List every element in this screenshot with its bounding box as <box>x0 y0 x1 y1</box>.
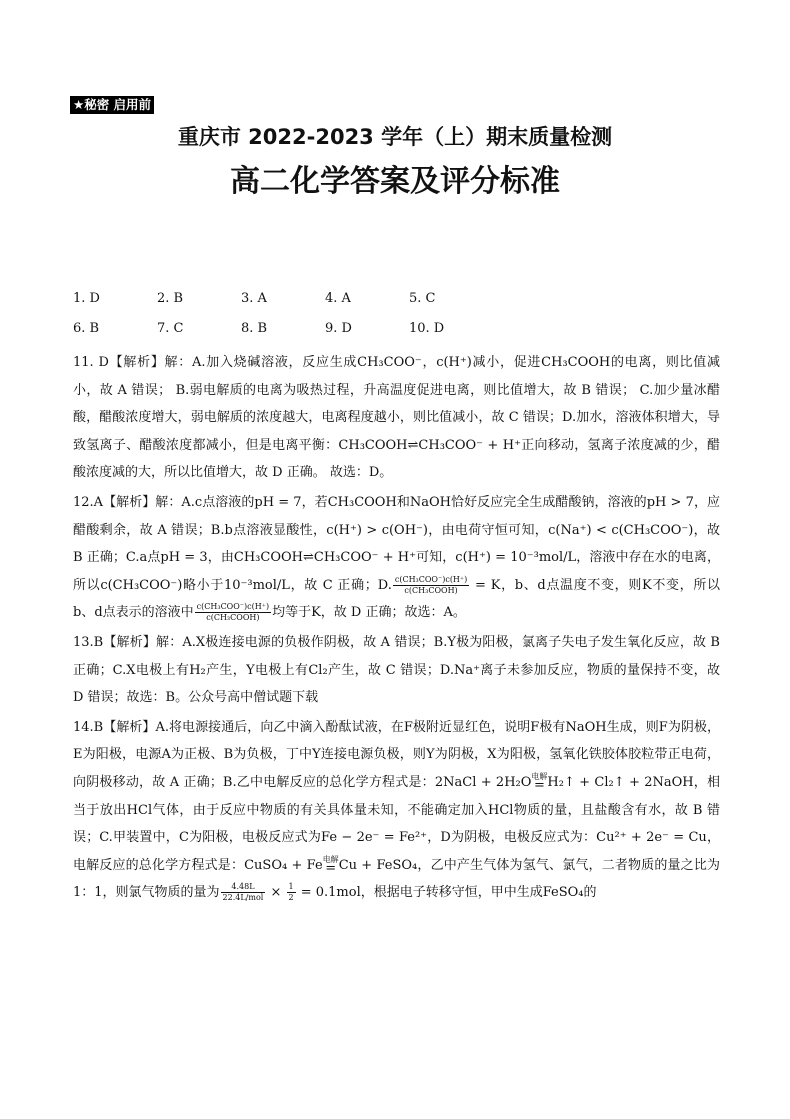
ka-fraction <box>195 602 271 623</box>
solution-14-text: 14.B【解析】A.将电源接通后，向乙中滴入酚酞试液，在F极附近显红色，说明F极有NaOH生成，则F为阴极，E为阳极，电源A为正极、B为负极，丁中Y连接电源负极，则Y为阴极，X为阳极，氢氧化铁胶体胶粒带正电荷，向阴极移动，故 A 正确；B.乙中电解反应的总化学方程式是：2NaCl + 2H₂O <box>73 719 720 790</box>
fraction-denominator: 2 <box>288 893 294 903</box>
answer-item: 9. D <box>325 321 352 336</box>
fraction-denominator: 22.4L/mol <box>222 893 264 903</box>
fraction-numerator: 1 <box>288 882 294 892</box>
solutions <box>73 349 720 909</box>
document-title: 高二化学答案及评分标准 <box>230 164 560 199</box>
electrolysis-sign <box>531 772 548 794</box>
solution-13: 13.B【解析】解：A.X极连接电源的负极作阴极，故 A 错误；B.Y极为阳极，氯离子失电子发生氧化反应，故 B 正确；C.X电极上有H₂产生，Y电极上有Cl₂产生，故 C 错误；D.Na⁺离子未参加反应，物质的量保持不变，故 D 错误；故选：B。公众号高中僧试题下载 <box>73 634 720 706</box>
solution-14-text: Cu + FeSO₄，乙中产生气体为氢气、氯气，二者物质的量之比为1：1，则氯气物质的量为 <box>73 857 720 901</box>
answer-row <box>73 288 493 318</box>
answer-item: 6. B <box>73 321 100 336</box>
solution-12-text: 均等于K，故 D 正确；故选：A。 <box>272 605 466 621</box>
answer-item: 4. A <box>325 291 351 306</box>
solution-12 <box>73 489 720 627</box>
times-sign: × <box>266 885 286 901</box>
solution-14-text: H₂↑ + Cl₂↑ + 2NaOH，相当于放出HCl气体，由于反应中物质的有关具体量未知，不能确定加入HCl物质的量，且盐酸含有水，故 B 错误；C.甲装置中，C为阳极，电极反应式为Fe − 2e⁻ = Fe²⁺，D为阴极，电极反应式为：Cu²⁺ + 2e⁻ = Cu，电解反应的总化学方程式是：CuSO₄ + Fe <box>73 774 720 873</box>
fraction-numerator: c(CH₃COO⁻)c(H⁺) <box>196 602 270 612</box>
solution-14 <box>73 714 720 907</box>
solution-12-text: 12.A【解析】解：A.c点溶液的pH = 7，若CH₃COOH和NaOH恰好反应完全生成醋酸钠，溶液的pH > 7，应醋酸剩余，故 A 错误；B.b点溶液显酸性，c(H⁺) > c(OH⁻)，由电荷守恒可知，c(Na⁺) < c(CH₃COO⁻)，故 B 正确；C.a点pH = 3，由CH₃COOH⇌CH₃COO⁻ + H⁺可知，c(H⁺) = 10⁻³mol/L，溶液中存在水的电离，所以c(CH₃COO⁻)略小于10⁻³mol/L，故 C 正确；D. <box>73 494 720 593</box>
exam-title: 重庆市 2022-2023 学年（上）期末质量检测 <box>177 125 613 149</box>
solution-14-text: = 0.1mol，根据电子转移守恒，甲中生成FeSO₄的 <box>296 885 597 901</box>
fraction-denominator: c(CH₃COOH) <box>206 613 260 623</box>
equals-sign: = <box>325 861 337 877</box>
answer-item: 3. A <box>241 291 267 306</box>
answer-row <box>73 318 493 348</box>
answer-key <box>73 288 493 348</box>
fraction-numerator: c(CH₃COO⁻)c(H⁺) <box>394 574 468 584</box>
fraction-denominator: c(CH₃COOH) <box>404 585 458 595</box>
answer-item: 1. D <box>73 291 100 306</box>
answer-item: 7. C <box>157 321 184 336</box>
answer-item: 10. D <box>409 321 445 336</box>
answer-item: 2. B <box>157 291 184 306</box>
solution-11: 11. D【解析】解：A.加入烧碱溶液，反应生成CH₃COO⁻，c(H⁺)减小，促进CH₃COOH的电离，则比值减小，故 A 错误； B.弱电解质的电离为吸热过程，升高温度促进电离，则比值增大，故 B 错误； C.加少量冰醋酸，醋酸浓度增大，弱电解质的浓度越大，电离程度越小，则比值减小，故 C 错误；D.加水，溶液体积增大，导致氢离子、醋酸浓度都减小，但是电离平衡：CH₃COOH⇌CH₃COO⁻ + H⁺正向移动，氢离子浓度减的少，醋酸浓度减的大，所以比值增大，故 D 正确。 故选：D。 <box>73 355 720 481</box>
confidential-badge: ★秘密 启用前 <box>70 96 154 114</box>
ka-fraction <box>393 575 469 596</box>
equals-sign: = <box>533 778 545 794</box>
electrolysis-sign <box>322 855 339 877</box>
electrolysis-condition: 电解 <box>322 855 339 865</box>
fraction-numerator: 4.48L <box>221 882 266 893</box>
solution-12-text: = K，b、d点温度不变，则K不变，所以b、d点表示的溶液中 <box>73 577 720 621</box>
mole-fraction <box>221 882 266 903</box>
electrolysis-condition: 电解 <box>531 772 548 782</box>
answer-item: 5. C <box>409 291 436 306</box>
answer-item: 8. B <box>241 321 268 336</box>
half-fraction <box>287 882 296 903</box>
